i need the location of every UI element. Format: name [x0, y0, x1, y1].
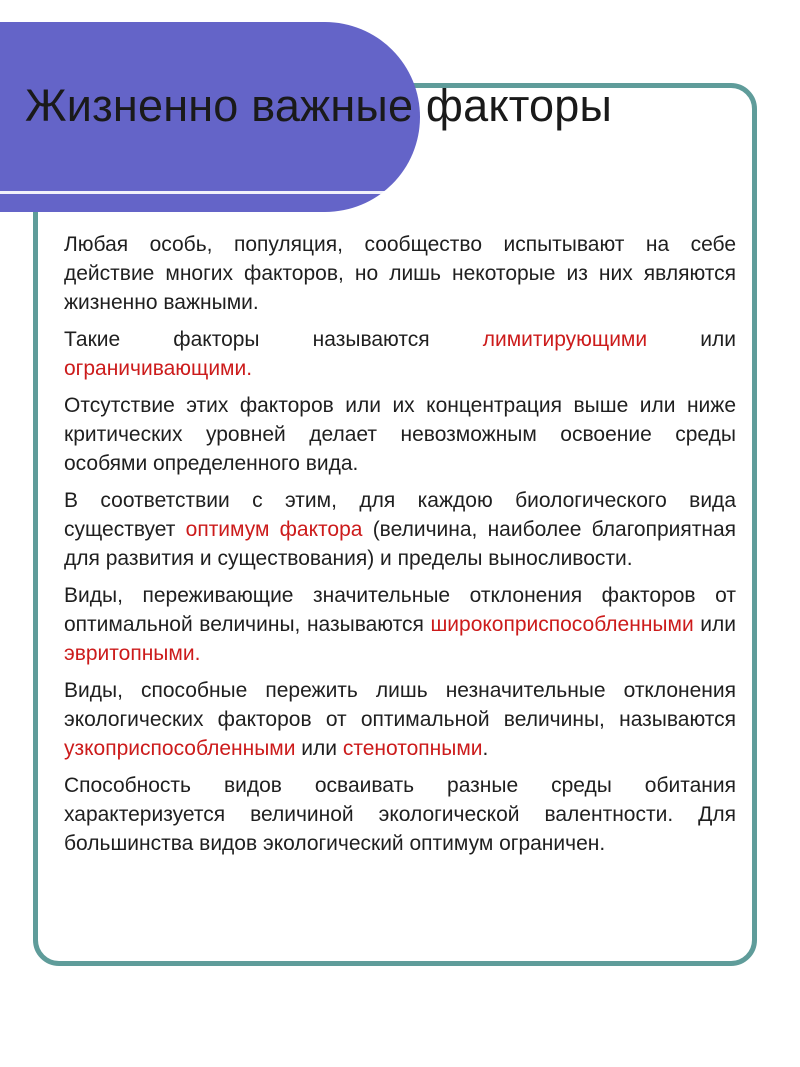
paragraph-optimum — [64, 486, 736, 573]
paragraph-absence — [64, 391, 736, 478]
term-broadly-adapted: широкоприспособленными — [430, 613, 694, 636]
paragraph-text: или — [693, 613, 736, 636]
term-limiting: лимитирующими — [482, 328, 648, 351]
paragraph-intro — [64, 230, 736, 317]
paragraph-text: Виды, переживающие значительные отклонения факторов от оптимальной величины, называются — [64, 584, 736, 636]
paragraph-valence — [64, 771, 736, 858]
paragraph-text: Виды, способные пережить лишь незначительные отклонения экологических факторов от оптимальной величины, называются — [64, 679, 736, 731]
paragraph-limiting-factors — [64, 325, 736, 383]
paragraph-text: (величина, наиболее благоприятная для развития и существования) и пределы выносливости. — [64, 518, 736, 570]
term-eurytopic: эвритопными. — [64, 642, 201, 665]
title-underline — [0, 191, 404, 194]
paragraph-text: . — [482, 737, 489, 760]
paragraph-text: Такие факторы называются — [64, 328, 483, 351]
term-narrowly-adapted: узкоприспособленными — [64, 737, 296, 760]
paragraph-text: Отсутствие этих факторов или их концентрация выше или ниже критических уровней делает невозможным освоение среды особями определенного вида. — [64, 394, 736, 475]
paragraph-text: или — [295, 737, 343, 760]
paragraph-stenotopic — [64, 676, 736, 763]
paragraph-text: В соответствии с этим, для каждою биологического вида существует — [64, 489, 736, 541]
page-title: Жизненно важные факторы — [25, 80, 613, 131]
slide-body — [64, 230, 736, 866]
paragraph-eurytopic — [64, 581, 736, 668]
term-restricting: ограничивающими. — [64, 357, 253, 380]
term-optimum: оптимум фактора — [185, 518, 363, 541]
paragraph-text: Способность видов осваивать разные среды обитания характеризуется величиной экологической валентности. Для большинства видов экологический оптимум ограничен. — [64, 774, 736, 855]
paragraph-text: или — [647, 328, 736, 351]
paragraph-text: Любая особь, популяция, сообщество испытывают на себе действие многих факторов, но лишь некоторые из них являются жизненно важными. — [64, 233, 736, 314]
term-stenotopic: стенотопными — [342, 737, 483, 760]
